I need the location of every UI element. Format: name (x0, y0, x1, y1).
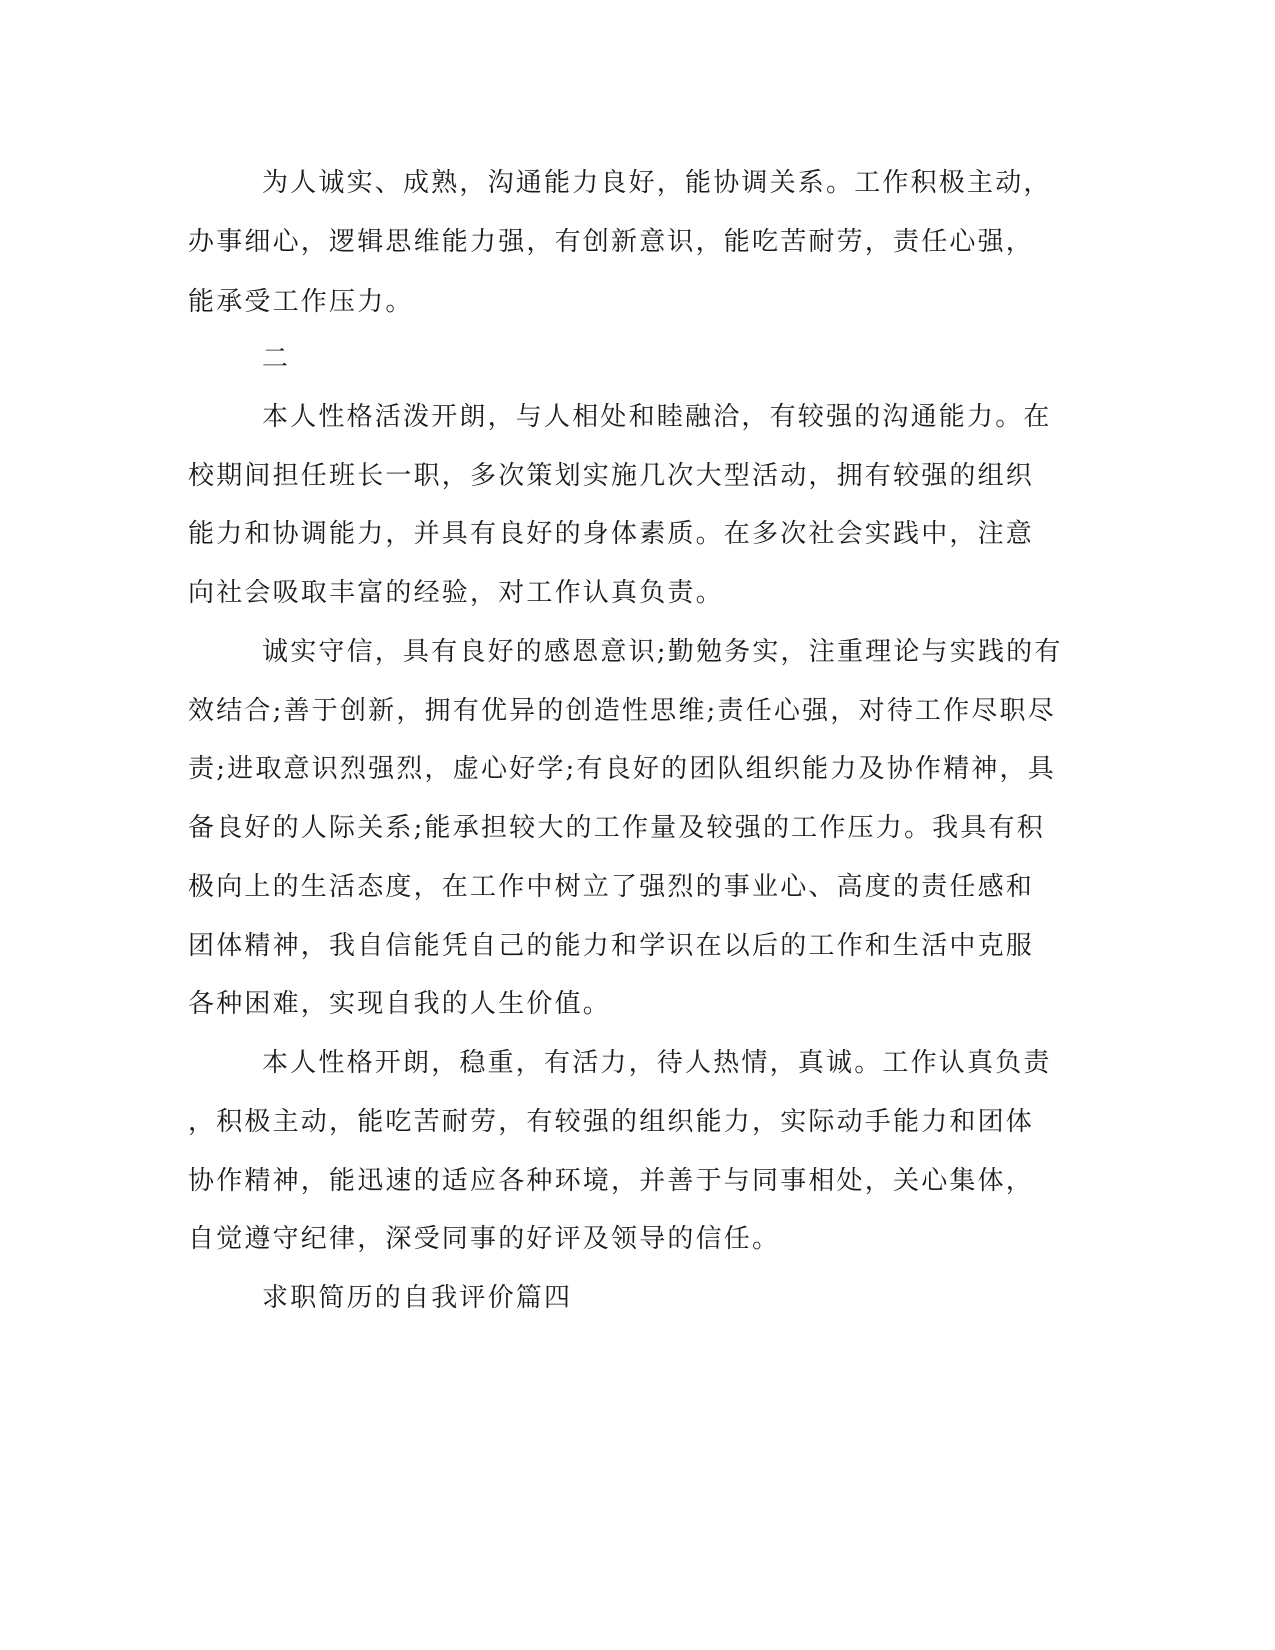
paragraph-2-line-3: 能力和协调能力，并具有良好的身体素质。在多次社会实践中，注意 (188, 519, 1035, 549)
paragraph-4-line-4: 自觉遵守纪律，深受同事的好评及领导的信任。 (188, 1224, 781, 1254)
paragraph-1-line-3: 能承受工作压力。 (188, 287, 414, 317)
paragraph-4-line-1: 本人性格开朗，稳重，有活力，待人热情，真诚。工作认真负责 (262, 1048, 1052, 1078)
section-heading-four: 求职简历的自我评价篇四 (262, 1283, 573, 1313)
section-heading-two: 二 (262, 344, 291, 374)
paragraph-3-line-7: 各种困难，实现自我的人生价值。 (188, 989, 612, 1019)
paragraph-3-line-4: 备良好的人际关系;能承担较大的工作量及较强的工作压力。我具有积 (188, 813, 1045, 843)
paragraph-3-line-5: 极向上的生活态度，在工作中树立了强烈的事业心、高度的责任感和 (188, 872, 1035, 902)
paragraph-2-line-1: 本人性格活泼开朗，与人相处和睦融洽，有较强的沟通能力。在 (262, 402, 1052, 432)
paragraph-3-line-3: 责;进取意识烈强烈，虚心好学;有良好的团队组织能力及协作精神，具 (188, 754, 1056, 784)
paragraph-2-line-2: 校期间担任班长一职，多次策划实施几次大型活动，拥有较强的组织 (188, 461, 1035, 491)
paragraph-3-line-1: 诚实守信，具有良好的感恩意识;勤勉务实，注重理论与实践的有 (262, 637, 1063, 667)
paragraph-4-line-2: ，积极主动，能吃苦耐劳，有较强的组织能力，实际动手能力和团体 (188, 1107, 1035, 1137)
paragraph-1-line-1: 为人诚实、成熟，沟通能力良好，能协调关系。工作积极主动， (262, 168, 1052, 198)
paragraph-3-line-6: 团体精神，我自信能凭自己的能力和学识在以后的工作和生活中克服 (188, 931, 1035, 961)
paragraph-3-line-2: 效结合;善于创新，拥有优异的创造性思维;责任心强，对待工作尽职尽 (188, 696, 1056, 726)
paragraph-4-line-3: 协作精神，能迅速的适应各种环境，并善于与同事相处，关心集体， (188, 1166, 1035, 1196)
paragraph-1-line-2: 办事细心，逻辑思维能力强，有创新意识，能吃苦耐劳，责任心强， (188, 227, 1035, 257)
paragraph-2-line-4: 向社会吸取丰富的经验，对工作认真负责。 (188, 578, 724, 608)
